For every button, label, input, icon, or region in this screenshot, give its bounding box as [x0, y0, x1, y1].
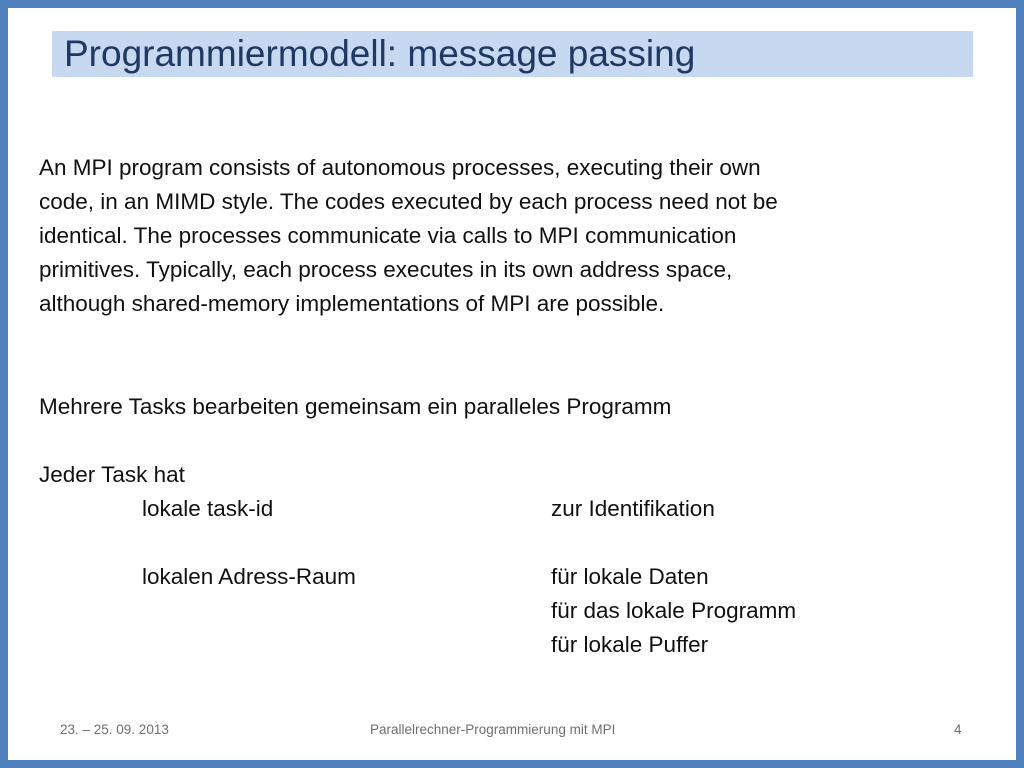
paragraph-line: although shared-memory implementations of MPI are possible.: [39, 291, 665, 316]
item-right-local-buffer: für lokale Puffer: [551, 632, 709, 657]
title-bar: [52, 31, 973, 77]
task-has-heading: Jeder Task hat: [39, 462, 185, 487]
paragraph-line: An MPI program consists of autonomous processes, executing their own: [39, 155, 761, 180]
intro-paragraph: [39, 151, 909, 321]
paragraph-line: code, in an MIMD style. The codes executed by each process need not be: [39, 189, 778, 214]
item-left-address-space: lokalen Adress-Raum: [142, 564, 356, 589]
slide: [8, 8, 1016, 760]
footer-page-number: 4: [954, 722, 962, 737]
item-right-identification: zur Identifikation: [551, 496, 715, 521]
item-right-local-data: für lokale Daten: [551, 564, 709, 589]
slide-title: Programmiermodell: message passing: [64, 33, 696, 74]
item-left-task-id: lokale task-id: [142, 496, 274, 521]
footer-date: 23. – 25. 09. 2013: [60, 722, 169, 737]
paragraph-line: primitives. Typically, each process executes in its own address space,: [39, 257, 733, 282]
item-right-local-program: für das lokale Programm: [551, 598, 797, 623]
paragraph-line: identical. The processes communicate via calls to MPI communication: [39, 223, 737, 248]
footer-course: Parallelrechner-Programmierung mit MPI: [370, 722, 616, 737]
tasks-statement: Mehrere Tasks bearbeiten gemeinsam ein paralleles Programm: [39, 394, 672, 419]
